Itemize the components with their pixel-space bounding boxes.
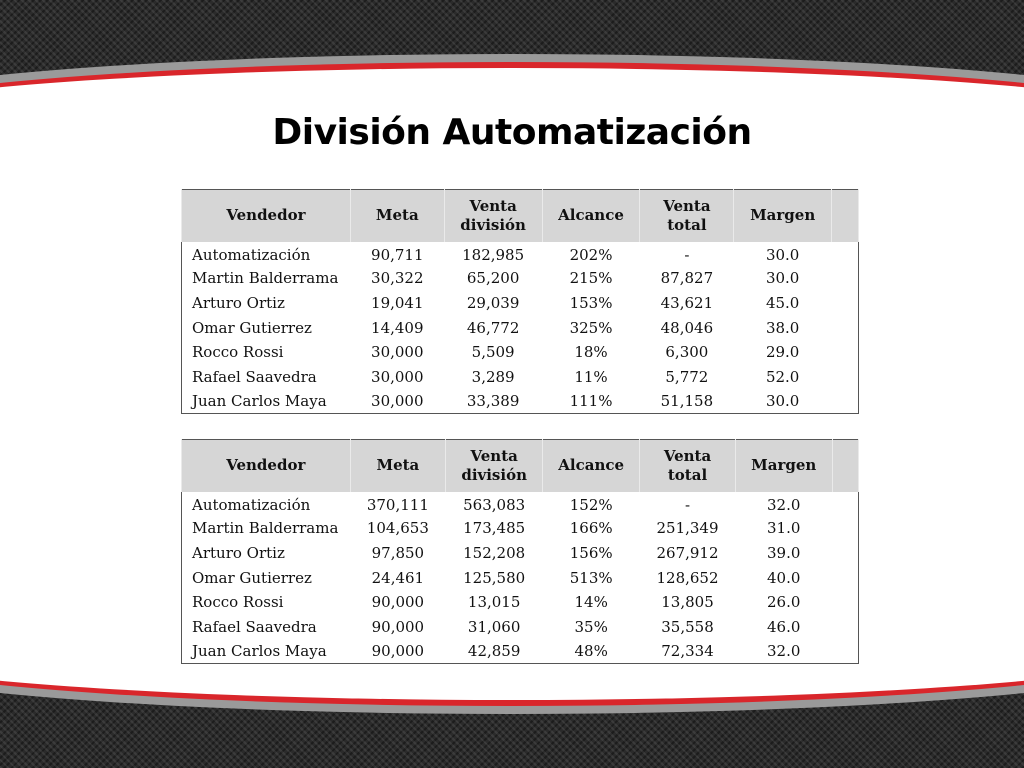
- spacer-cell: [832, 291, 859, 316]
- alcance-cell: 202%: [569, 246, 613, 265]
- header-alcance: Alcance: [543, 440, 640, 492]
- table-row: [182, 389, 859, 414]
- venta-division-cell: 563,083: [463, 496, 526, 515]
- spacer-cell: [832, 266, 859, 291]
- spacer-cell: [832, 389, 859, 414]
- table-row: [182, 315, 859, 340]
- vendedor-cell: Omar Gutierrez: [192, 568, 312, 587]
- venta-total-cell: 72,334: [661, 642, 714, 661]
- meta-cell: 30,322: [371, 269, 424, 288]
- vendedor-cell: Juan Carlos Maya: [192, 642, 327, 661]
- alcance-cell: 35%: [574, 617, 608, 636]
- alcance-cell: 153%: [569, 293, 613, 312]
- table-row: [182, 242, 859, 267]
- venta-division-cell: 42,859: [467, 642, 521, 661]
- meta-cell: 90,000: [371, 642, 425, 661]
- venta-division-cell: 125,580: [463, 568, 526, 587]
- venta-total-cell: 13,805: [661, 593, 714, 612]
- table-row: [182, 639, 859, 664]
- meta-cell: 14,409: [371, 318, 424, 337]
- vendedor-cell: Rocco Rossi: [192, 343, 284, 362]
- margen-cell: 29.0: [765, 343, 800, 362]
- table-row: [182, 565, 859, 590]
- venta-total-cell: 87,827: [660, 269, 714, 288]
- header-margen: Margen: [735, 440, 832, 492]
- vendedor-cell: Arturo Ortiz: [192, 293, 285, 312]
- spacer-cell: [832, 492, 858, 517]
- header-venta-total: Venta total: [640, 190, 734, 242]
- spacer-cell: [832, 614, 858, 639]
- venta-division-cell: 31,060: [467, 617, 521, 636]
- vendedor-cell: Automatización: [192, 496, 311, 515]
- table-body-2: [182, 492, 859, 664]
- slide-title: División Automatización: [272, 112, 752, 153]
- vendedor-cell: Omar Gutierrez: [192, 318, 312, 337]
- alcance-cell: 215%: [569, 269, 613, 288]
- margen-cell: 38.0: [765, 318, 800, 337]
- margen-cell: 31.0: [767, 519, 801, 538]
- venta-division-cell: 182,985: [462, 246, 525, 265]
- alcance-cell: 152%: [569, 496, 613, 515]
- margen-cell: 45.0: [765, 293, 800, 312]
- margen-cell: 52.0: [765, 367, 800, 386]
- spacer-cell: [832, 541, 858, 566]
- alcance-cell: 18%: [574, 343, 608, 362]
- header-margen: Margen: [734, 190, 832, 242]
- venta-total-cell: 5,772: [665, 367, 709, 386]
- venta-division-cell: 33,389: [466, 392, 520, 411]
- venta-division-cell: 13,015: [467, 593, 521, 612]
- alcance-cell: 111%: [569, 392, 613, 411]
- spacer-cell: [832, 590, 858, 615]
- margen-cell: 32.0: [767, 496, 801, 515]
- vendedor-cell: Arturo Ortiz: [192, 543, 285, 562]
- alcance-cell: 48%: [574, 642, 608, 661]
- table-row: [182, 266, 859, 291]
- table-row: [182, 340, 859, 365]
- table-row: [182, 492, 859, 517]
- meta-cell: 19,041: [371, 293, 424, 312]
- spacer-cell: [832, 364, 859, 389]
- venta-division-cell: 173,485: [463, 519, 526, 538]
- vendedor-cell: Rafael Saavedra: [192, 617, 317, 636]
- venta-total-cell: -: [684, 246, 690, 265]
- spacer-cell: [832, 340, 859, 365]
- table-header-row: [182, 190, 859, 242]
- venta-total-cell: 51,158: [660, 392, 714, 411]
- header-venta-division: Venta división: [444, 190, 542, 242]
- margen-cell: 26.0: [767, 593, 801, 612]
- table-row: [182, 541, 859, 566]
- sales-table-1: [181, 189, 859, 414]
- meta-cell: 30,000: [371, 367, 424, 386]
- header-spacer: [832, 190, 859, 242]
- header-alcance: Alcance: [542, 190, 640, 242]
- venta-total-cell: 35,558: [661, 617, 714, 636]
- spacer-cell: [832, 639, 858, 664]
- table-row: [182, 614, 859, 639]
- margen-cell: 39.0: [767, 543, 801, 562]
- bottom-decorative-band: [0, 658, 1024, 768]
- venta-division-cell: 29,039: [466, 293, 520, 312]
- sales-table-2: [181, 439, 859, 664]
- venta-division-cell: 65,200: [466, 269, 520, 288]
- venta-division-cell: 3,289: [471, 367, 515, 386]
- meta-cell: 90,711: [371, 246, 424, 265]
- table-header-row: [182, 440, 859, 492]
- vendedor-cell: Juan Carlos Maya: [192, 392, 327, 411]
- venta-total-cell: 6,300: [665, 343, 709, 362]
- alcance-cell: 166%: [569, 519, 613, 538]
- header-vendedor: Vendedor: [182, 440, 351, 492]
- meta-cell: 97,850: [371, 543, 425, 562]
- margen-cell: 30.0: [765, 269, 800, 288]
- venta-total-cell: 251,349: [656, 519, 719, 538]
- table-row: [182, 291, 859, 316]
- header-venta-total: Venta total: [640, 440, 736, 492]
- margen-cell: 46.0: [767, 617, 801, 636]
- venta-total-cell: -: [684, 496, 691, 515]
- spacer-cell: [832, 242, 859, 267]
- meta-cell: 90,000: [371, 617, 425, 636]
- meta-cell: 30,000: [371, 343, 424, 362]
- meta-cell: 90,000: [371, 593, 425, 612]
- table-row: [182, 516, 859, 541]
- margen-cell: 40.0: [767, 568, 801, 587]
- table-body-1: [182, 242, 859, 414]
- venta-total-cell: 48,046: [660, 318, 714, 337]
- table-row: [182, 590, 859, 615]
- header-venta-division: Venta división: [446, 440, 543, 492]
- spacer-cell: [832, 315, 859, 340]
- meta-cell: 30,000: [371, 392, 424, 411]
- spacer-cell: [832, 516, 858, 541]
- venta-total-cell: 267,912: [656, 543, 719, 562]
- venta-total-cell: 128,652: [656, 568, 719, 587]
- venta-total-cell: 43,621: [660, 293, 714, 312]
- alcance-cell: 156%: [569, 543, 613, 562]
- venta-division-cell: 152,208: [463, 543, 526, 562]
- top-decorative-band: [0, 0, 1024, 100]
- margen-cell: 30.0: [765, 246, 800, 265]
- meta-cell: 104,653: [366, 519, 429, 538]
- table-row: [182, 364, 859, 389]
- vendedor-cell: Rafael Saavedra: [192, 367, 317, 386]
- vendedor-cell: Martin Balderrama: [192, 269, 339, 288]
- margen-cell: 32.0: [767, 642, 801, 661]
- venta-division-cell: 5,509: [471, 343, 515, 362]
- header-meta: Meta: [350, 440, 446, 492]
- header-spacer: [832, 440, 858, 492]
- alcance-cell: 325%: [569, 318, 613, 337]
- vendedor-cell: Automatización: [192, 246, 311, 265]
- vendedor-cell: Rocco Rossi: [192, 593, 284, 612]
- alcance-cell: 513%: [569, 568, 613, 587]
- margen-cell: 30.0: [765, 392, 800, 411]
- vendedor-cell: Martin Balderrama: [192, 519, 339, 538]
- venta-division-cell: 46,772: [466, 318, 520, 337]
- header-vendedor: Vendedor: [182, 190, 351, 242]
- meta-cell: 370,111: [366, 496, 429, 515]
- spacer-cell: [832, 565, 858, 590]
- alcance-cell: 11%: [574, 367, 608, 386]
- header-meta: Meta: [350, 190, 444, 242]
- alcance-cell: 14%: [574, 593, 608, 612]
- meta-cell: 24,461: [371, 568, 425, 587]
